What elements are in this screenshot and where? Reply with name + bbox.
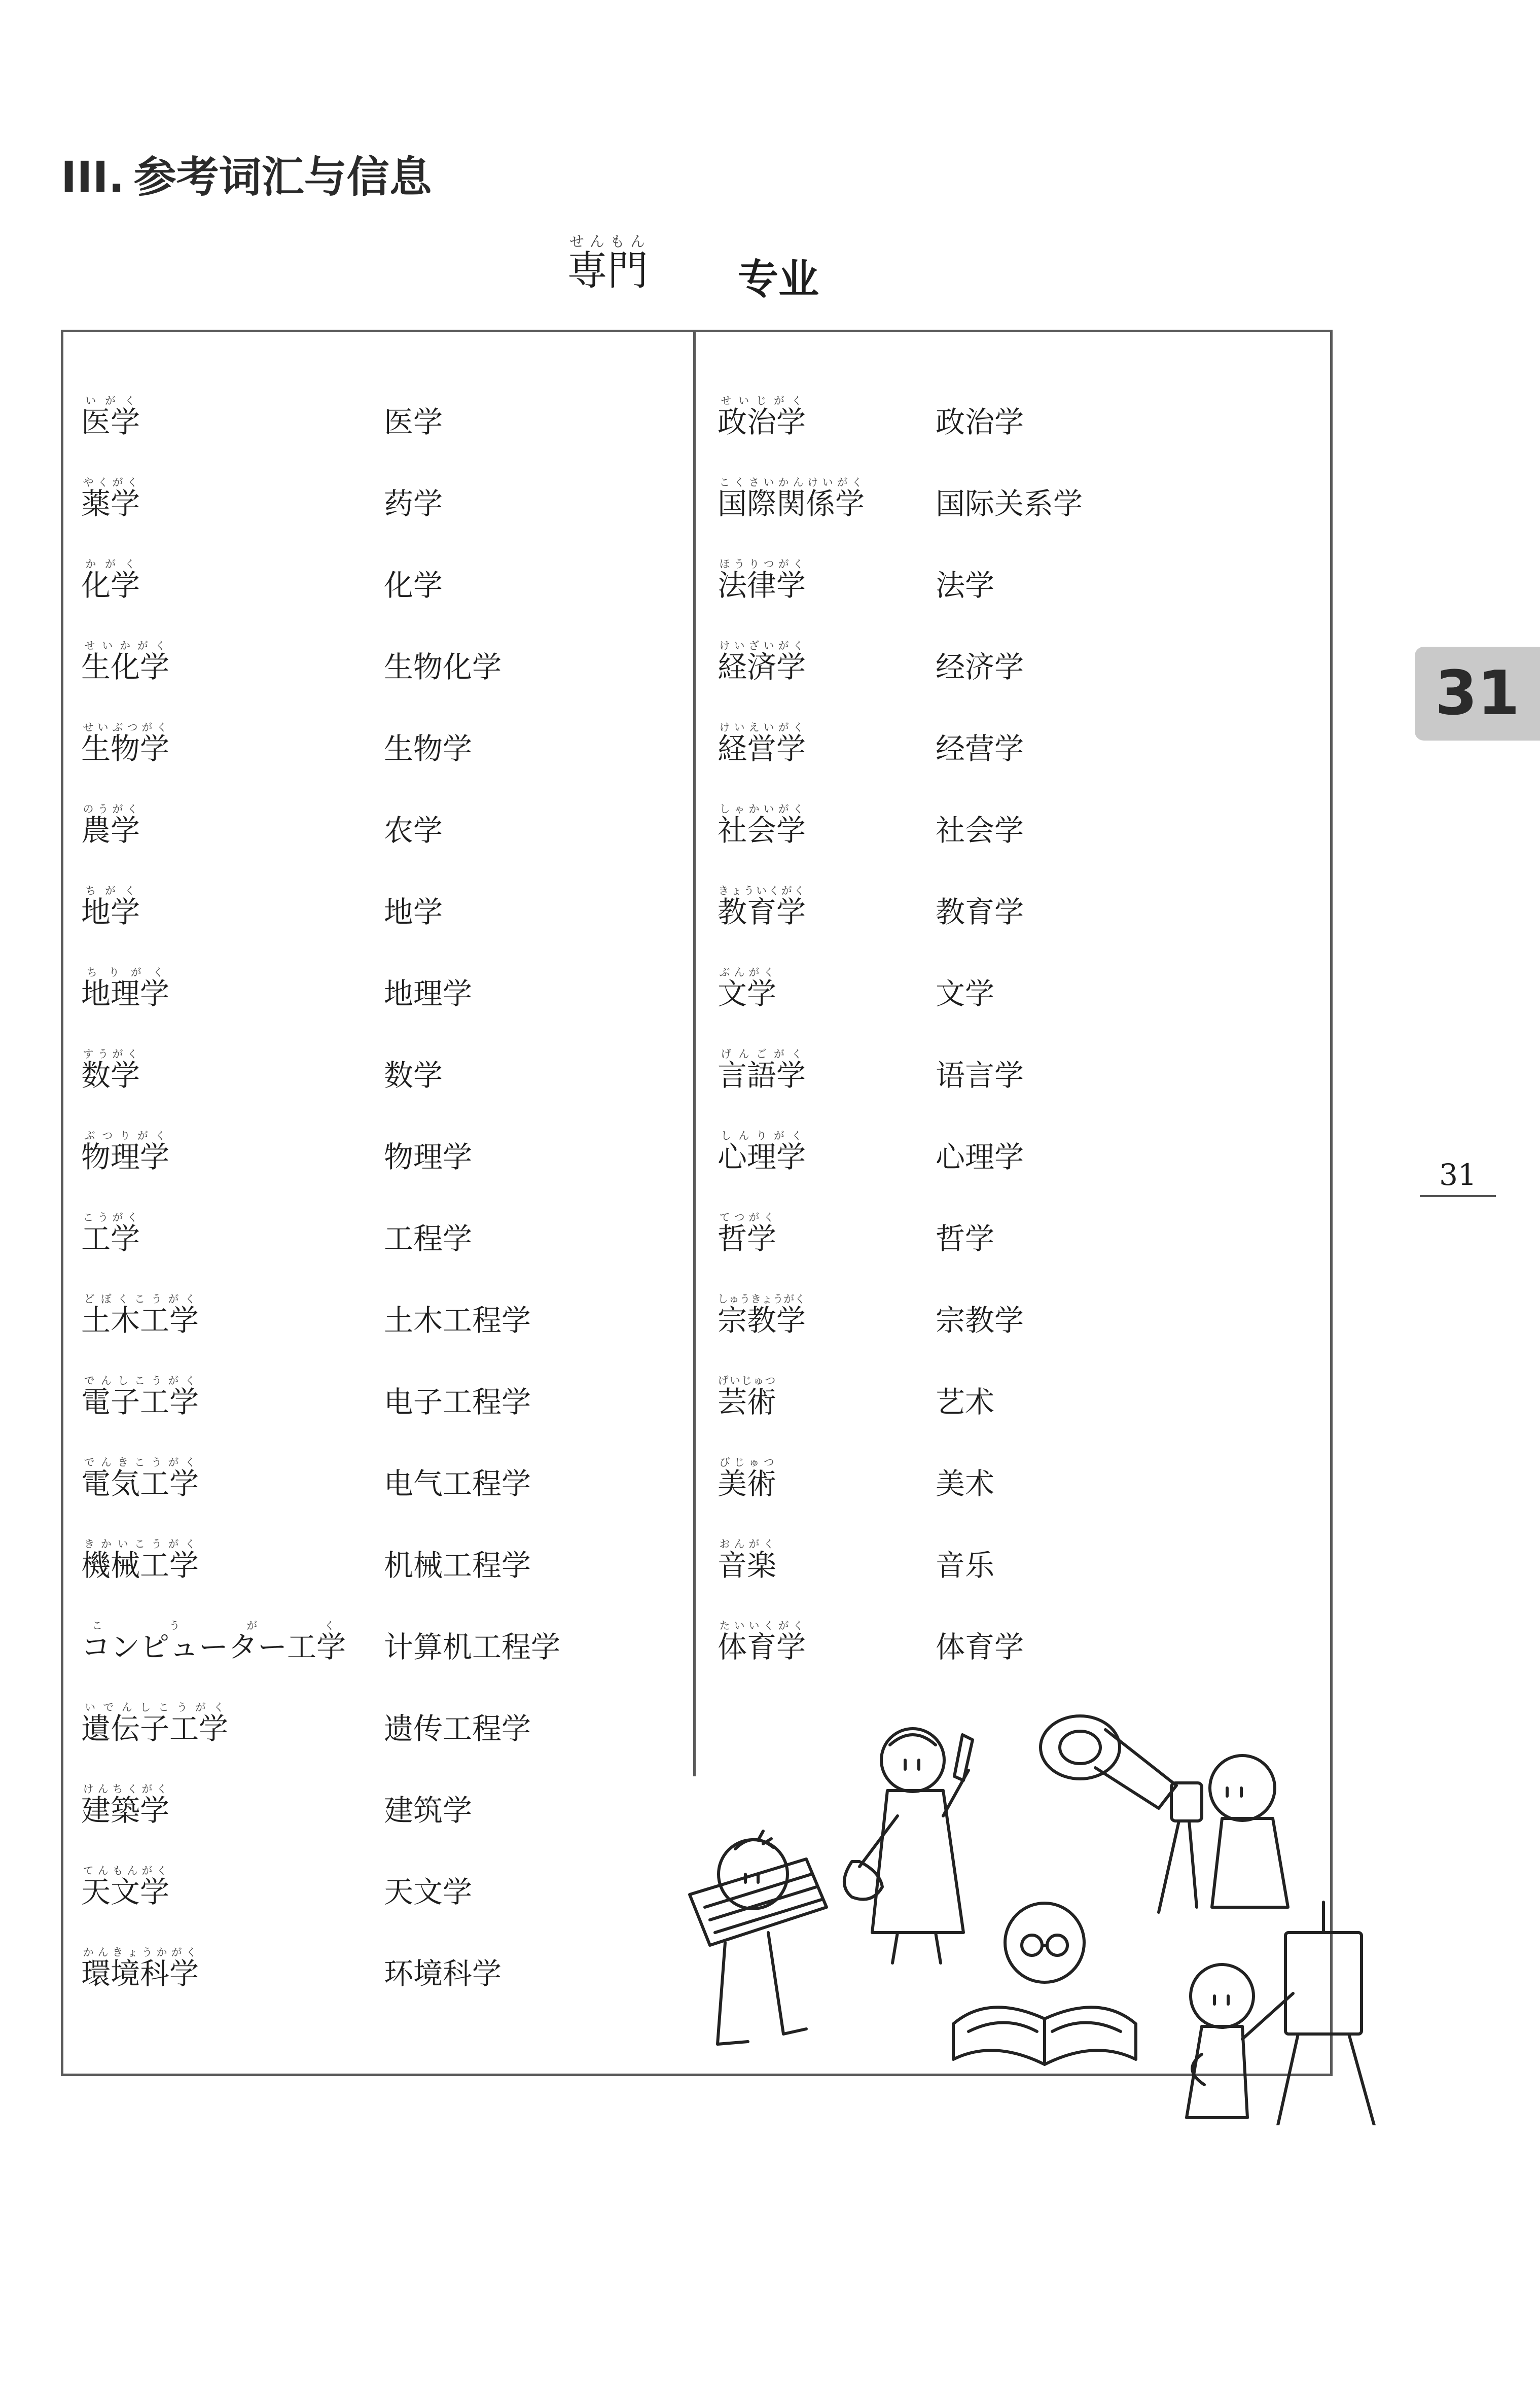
chinese-translation: 工程学	[384, 1221, 473, 1256]
left-vocab-entry	[81, 1011, 679, 1092]
chinese-translation: 计算机工程学	[384, 1630, 561, 1665]
japanese-term	[718, 476, 865, 520]
japanese-term	[81, 1130, 169, 1174]
chinese-translation: 地理学	[384, 976, 473, 1011]
furigana-reading: おんがく	[718, 1538, 777, 1551]
chinese-translation: 法学	[936, 568, 995, 603]
japanese-term	[718, 395, 806, 439]
right-vocab-entry	[718, 603, 1326, 684]
japanese-word: 数学	[81, 1058, 140, 1093]
japanese-term	[718, 803, 806, 847]
furigana-reading: ちがく	[81, 885, 140, 897]
right-vocab-entry	[718, 1501, 1326, 1582]
title-japanese-reading: せんもん	[567, 233, 648, 250]
japanese-term	[81, 721, 169, 765]
japanese-term	[81, 1293, 199, 1337]
scientist-figure	[844, 1729, 973, 1963]
chinese-translation: 土木工程学	[384, 1303, 531, 1338]
painter-figure	[1187, 1902, 1374, 2125]
japanese-term	[81, 1456, 199, 1500]
chinese-translation: 宗教学	[936, 1303, 1024, 1338]
furigana-reading: せいじがく	[718, 395, 806, 407]
page-number: 31	[1420, 1158, 1496, 1197]
japanese-term	[718, 1048, 806, 1092]
chinese-translation: 医学	[384, 405, 443, 440]
chinese-translation: 体育学	[936, 1630, 1024, 1665]
japanese-term	[81, 640, 169, 684]
left-vocab-entry	[81, 1419, 679, 1500]
furigana-reading: げんごがく	[718, 1048, 806, 1061]
furigana-reading: しんりがく	[718, 1130, 806, 1142]
left-vocab-entry	[81, 1583, 679, 1664]
japanese-term	[81, 1375, 199, 1419]
japanese-word: 地理学	[81, 976, 170, 1011]
furigana-reading: げいじゅつ	[718, 1375, 776, 1387]
japanese-term	[81, 803, 140, 847]
left-vocab-entry	[81, 684, 679, 765]
japanese-word: 土木工学	[81, 1303, 199, 1338]
japanese-word: 教育学	[718, 895, 806, 930]
japanese-word: 生物学	[81, 731, 170, 766]
furigana-reading: こうがく	[81, 1211, 140, 1224]
japanese-word: 法律学	[718, 568, 806, 603]
right-vocab-entry	[718, 1011, 1326, 1092]
chinese-translation: 艺术	[936, 1385, 995, 1420]
japanese-term	[81, 395, 140, 439]
left-vocab-entry	[81, 1338, 679, 1419]
left-vocab-entry	[81, 1256, 679, 1337]
right-vocab-entry	[718, 439, 1326, 520]
right-vocab-entry	[718, 1256, 1326, 1337]
japanese-word: 心理学	[718, 1140, 806, 1175]
chinese-translation: 建筑学	[384, 1793, 473, 1828]
japanese-word: 哲学	[718, 1221, 777, 1256]
chinese-translation: 电气工程学	[384, 1466, 531, 1501]
right-vocab-entry	[718, 521, 1326, 602]
students-illustration	[659, 1669, 1389, 2125]
chinese-translation: 生物学	[384, 731, 473, 766]
right-vocab-entry	[718, 1583, 1326, 1664]
furigana-reading: こくさいかんけいがく	[718, 476, 865, 489]
chinese-translation: 教育学	[936, 895, 1024, 930]
chinese-translation: 地学	[384, 895, 443, 930]
furigana-reading: てつがく	[718, 1211, 777, 1224]
furigana-reading: せいぶつがく	[81, 721, 170, 734]
furigana-reading: せいかがく	[81, 640, 169, 652]
student-with-keyboard-figure	[690, 1831, 827, 2044]
japanese-word: 文学	[718, 976, 777, 1011]
furigana-reading: ぶつりがく	[81, 1130, 169, 1142]
chinese-translation: 经营学	[936, 731, 1024, 766]
japanese-word: 地学	[81, 895, 140, 930]
furigana-reading: やくがく	[81, 476, 140, 489]
right-vocab-entry	[718, 929, 1326, 1010]
japanese-term	[718, 966, 776, 1010]
japanese-word: 薬学	[81, 486, 140, 521]
right-vocab-entry	[718, 848, 1326, 929]
section-heading	[61, 143, 432, 204]
right-vocab-entry	[718, 358, 1326, 439]
furigana-reading: いがく	[81, 395, 140, 407]
furigana-reading: けいえいがく	[718, 721, 806, 734]
right-vocab-entry	[718, 766, 1326, 847]
right-vocab-entry	[718, 1093, 1326, 1174]
left-vocab-entry	[81, 1093, 679, 1174]
chinese-translation: 化学	[384, 568, 443, 603]
japanese-word: 医学	[81, 405, 140, 440]
japanese-term	[718, 1293, 806, 1337]
left-vocab-entry	[81, 358, 679, 439]
furigana-reading: かんきょうかがく	[81, 1946, 199, 1959]
japanese-word: 遺伝子工学	[81, 1711, 229, 1746]
japanese-term	[81, 476, 140, 520]
japanese-word: 化学	[81, 568, 140, 603]
astronomer-figure	[1041, 1716, 1288, 1912]
chapter-tab: 31	[1415, 647, 1540, 741]
furigana-reading: でんしこうがく	[81, 1375, 199, 1387]
japanese-term	[718, 885, 806, 929]
chinese-translation: 音乐	[936, 1548, 995, 1583]
japanese-word: 環境科学	[81, 1956, 199, 1991]
japanese-term	[81, 966, 169, 1010]
left-vocab-entry	[81, 1746, 679, 1827]
japanese-word: 経済学	[718, 650, 806, 685]
japanese-word: 政治学	[718, 405, 806, 440]
left-vocab-entry	[81, 439, 679, 520]
chinese-translation: 机械工程学	[384, 1548, 531, 1583]
chinese-translation: 遗传工程学	[384, 1711, 531, 1746]
japanese-word: 芸術	[718, 1385, 777, 1420]
furigana-reading: びじゅつ	[718, 1456, 777, 1469]
japanese-term	[81, 1701, 228, 1745]
japanese-term	[718, 721, 806, 765]
chinese-translation: 心理学	[936, 1140, 1024, 1175]
japanese-term	[81, 1538, 199, 1582]
chinese-translation: 环境科学	[384, 1956, 502, 1991]
japanese-term	[718, 558, 806, 602]
furigana-reading: しゃかいがく	[718, 803, 806, 816]
student-reading-figure	[953, 1903, 1136, 2064]
japanese-term	[81, 1048, 140, 1092]
right-vocab-entry	[718, 1174, 1326, 1255]
left-vocab-entry	[81, 766, 679, 847]
japanese-term	[81, 1211, 140, 1255]
japanese-term	[81, 558, 140, 602]
left-vocab-entry	[81, 848, 679, 929]
chinese-translation: 生物化学	[384, 650, 502, 685]
title-japanese-text: 専門	[567, 247, 648, 294]
furigana-reading: たいいくがく	[718, 1620, 806, 1632]
japanese-word: 天文学	[81, 1875, 170, 1910]
left-vocab-entry	[81, 1909, 679, 1990]
chinese-translation: 天文学	[384, 1875, 473, 1910]
japanese-term	[81, 885, 140, 929]
japanese-term	[81, 1946, 199, 1990]
japanese-word: 美術	[718, 1466, 777, 1501]
left-vocab-entry	[81, 1174, 679, 1255]
chinese-translation: 国际关系学	[936, 486, 1083, 521]
right-vocab-entry	[718, 1338, 1326, 1419]
furigana-reading: きかいこうがく	[81, 1538, 199, 1551]
left-vocab-entry	[81, 1828, 679, 1909]
furigana-reading: ぶんがく	[718, 966, 777, 979]
chinese-translation: 电子工程学	[384, 1385, 531, 1420]
title-japanese	[567, 233, 648, 296]
japanese-term	[718, 1375, 776, 1419]
section-number: III.	[61, 152, 125, 202]
furigana-reading: てんもんがく	[81, 1865, 170, 1877]
japanese-word: 建築学	[81, 1793, 170, 1828]
japanese-word: 言語学	[718, 1058, 806, 1093]
column-divider	[693, 330, 696, 1776]
japanese-term	[81, 1865, 169, 1909]
japanese-word: 機械工学	[81, 1548, 199, 1583]
japanese-term	[718, 1130, 806, 1174]
furigana-reading: こうがく	[81, 1620, 346, 1632]
right-vocab-entry	[718, 684, 1326, 765]
left-vocab-entry	[81, 929, 679, 1010]
furigana-reading: のうがく	[81, 803, 140, 816]
chinese-translation: 药学	[384, 486, 443, 521]
chinese-translation: 数学	[384, 1058, 443, 1093]
furigana-reading: ほうりつがく	[718, 558, 806, 571]
japanese-word: 生化学	[81, 650, 170, 685]
furigana-reading: けいざいがく	[718, 640, 806, 652]
japanese-term	[81, 1783, 169, 1827]
furigana-reading: しゅうきょうがく	[718, 1293, 806, 1306]
furigana-reading: きょういくがく	[718, 885, 806, 897]
japanese-word: 物理学	[81, 1140, 170, 1175]
chinese-translation: 语言学	[936, 1058, 1024, 1093]
left-vocab-entry	[81, 1664, 679, 1745]
japanese-word: 体育学	[718, 1630, 806, 1665]
chinese-translation: 社会学	[936, 813, 1024, 848]
chinese-translation: 美术	[936, 1466, 995, 1501]
furigana-reading: でんきこうがく	[81, 1456, 199, 1469]
japanese-word: 国際関係学	[718, 486, 865, 521]
japanese-word: 電気工学	[81, 1466, 199, 1501]
japanese-term	[81, 1620, 346, 1664]
japanese-term	[718, 1620, 806, 1664]
chinese-translation: 经济学	[936, 650, 1024, 685]
chinese-translation: 物理学	[384, 1140, 473, 1175]
left-vocab-entry	[81, 603, 679, 684]
section-title: 参考词汇与信息	[133, 152, 432, 202]
japanese-word: 音楽	[718, 1548, 777, 1583]
chinese-translation: 哲学	[936, 1221, 995, 1256]
japanese-word: 農学	[81, 813, 140, 848]
japanese-word: コンピューター工学	[81, 1630, 346, 1665]
furigana-reading: どぼくこうがく	[81, 1293, 199, 1306]
furigana-reading: すうがく	[81, 1048, 140, 1061]
japanese-word: 経営学	[718, 731, 806, 766]
furigana-reading: けんちくがく	[81, 1783, 170, 1796]
left-vocab-entry	[81, 521, 679, 602]
furigana-reading: かがく	[81, 558, 140, 571]
furigana-reading: いでんしこうがく	[81, 1701, 229, 1714]
japanese-word: 社会学	[718, 813, 806, 848]
japanese-term	[718, 640, 806, 684]
japanese-term	[718, 1538, 776, 1582]
chinese-translation: 政治学	[936, 405, 1024, 440]
japanese-term	[718, 1211, 776, 1255]
title-chinese: 专业	[738, 255, 819, 303]
right-vocab-entry	[718, 1419, 1326, 1500]
japanese-word: 工学	[81, 1221, 140, 1256]
chinese-translation: 文学	[936, 976, 995, 1011]
japanese-term	[718, 1456, 776, 1500]
japanese-word: 宗教学	[718, 1303, 806, 1338]
chinese-translation: 农学	[384, 813, 443, 848]
furigana-reading: ちりがく	[81, 966, 170, 979]
japanese-word: 電子工学	[81, 1385, 199, 1420]
left-vocab-entry	[81, 1501, 679, 1582]
